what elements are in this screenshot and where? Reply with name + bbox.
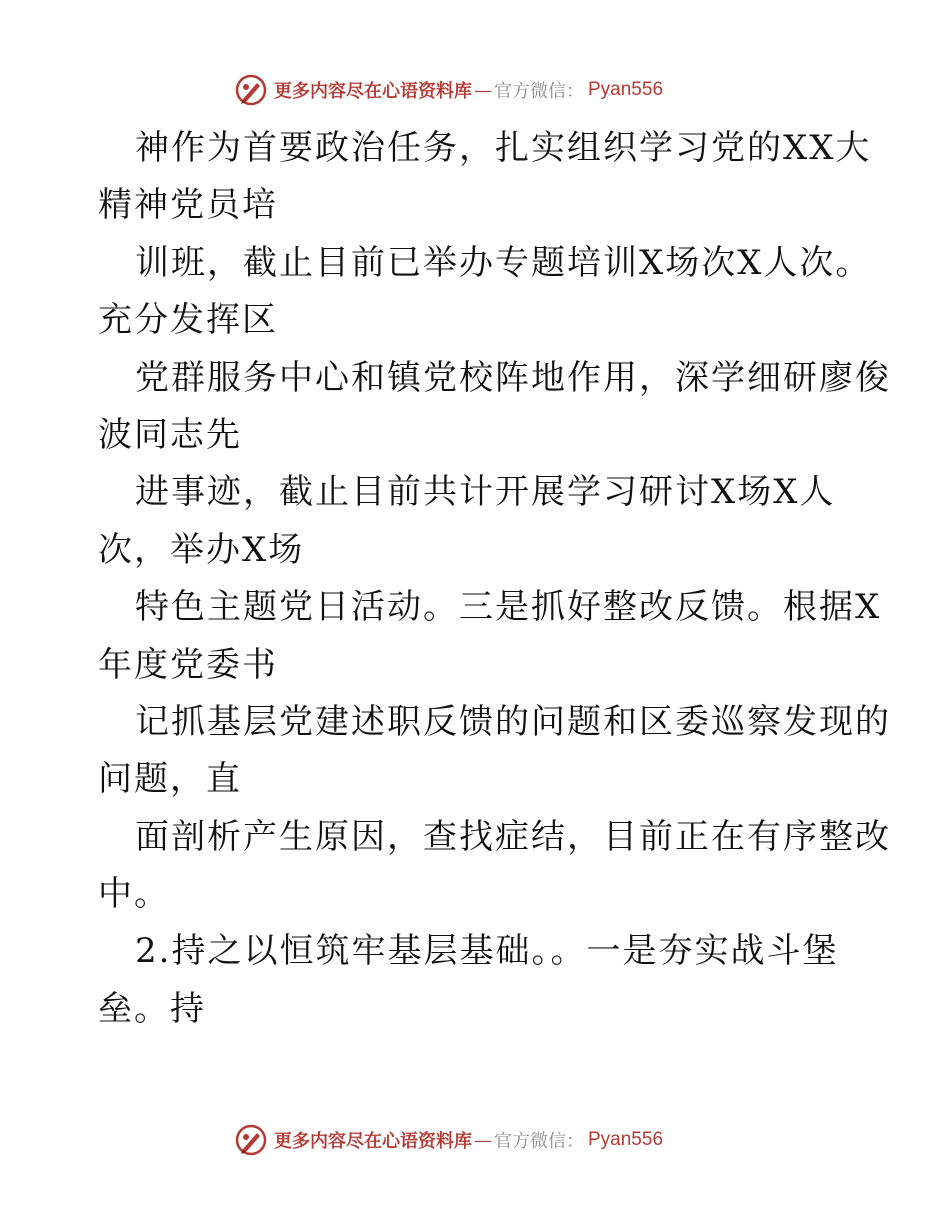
text-line: 进事迹，截止目前共计开展学习研讨X场X人	[135, 472, 836, 513]
text-line: 精神党员培	[98, 185, 278, 226]
text-line: 年度党委书	[98, 644, 278, 685]
text-line: 党群服务中心和镇党校阵地作用，深学细研廖俊	[135, 357, 891, 398]
text-line: 中。	[98, 874, 170, 915]
text-line: 充分发挥区	[98, 300, 278, 341]
document-body	[98, 120, 891, 1038]
header-watermark	[234, 73, 663, 107]
text-line: 特色主题党日活动。三是抓好整改反馈。根据X	[135, 587, 882, 628]
pen-logo-icon	[234, 73, 268, 107]
watermark-text: 更多内容尽在心语资料库	[274, 1131, 472, 1152]
watermark-id: Pyan556	[588, 79, 664, 100]
pen-logo-icon	[234, 1123, 268, 1157]
text-line: 神作为首要政治任务，扎实组织学习党的XX大	[135, 128, 872, 168]
watermark-dash: —	[474, 1129, 492, 1151]
footer-watermark	[234, 1123, 663, 1157]
text-line: 波同志先	[98, 414, 242, 455]
text-line: 2.持之以恒筑牢基层基础。。一是夯实战斗堡	[135, 931, 839, 972]
text-line: 训班，截止目前已举办专题培训X场次X人次。	[135, 242, 872, 283]
text-line: 面剖析产生原因，查找症结，目前正在有序整改	[135, 816, 891, 857]
watermark-id: Pyan556	[588, 1129, 664, 1150]
watermark-label: 官方微信：	[494, 81, 584, 102]
watermark-text: 更多内容尽在心语资料库	[274, 81, 472, 102]
text-line: 问题，直	[98, 759, 242, 800]
text-line: 垒。持	[98, 988, 206, 1029]
watermark-dash: —	[474, 79, 492, 101]
watermark-label: 官方微信：	[494, 1131, 584, 1152]
text-line: 次，举办X场	[98, 529, 305, 570]
text-line: 记抓基层党建述职反馈的问题和区委巡察发现的	[135, 701, 891, 742]
